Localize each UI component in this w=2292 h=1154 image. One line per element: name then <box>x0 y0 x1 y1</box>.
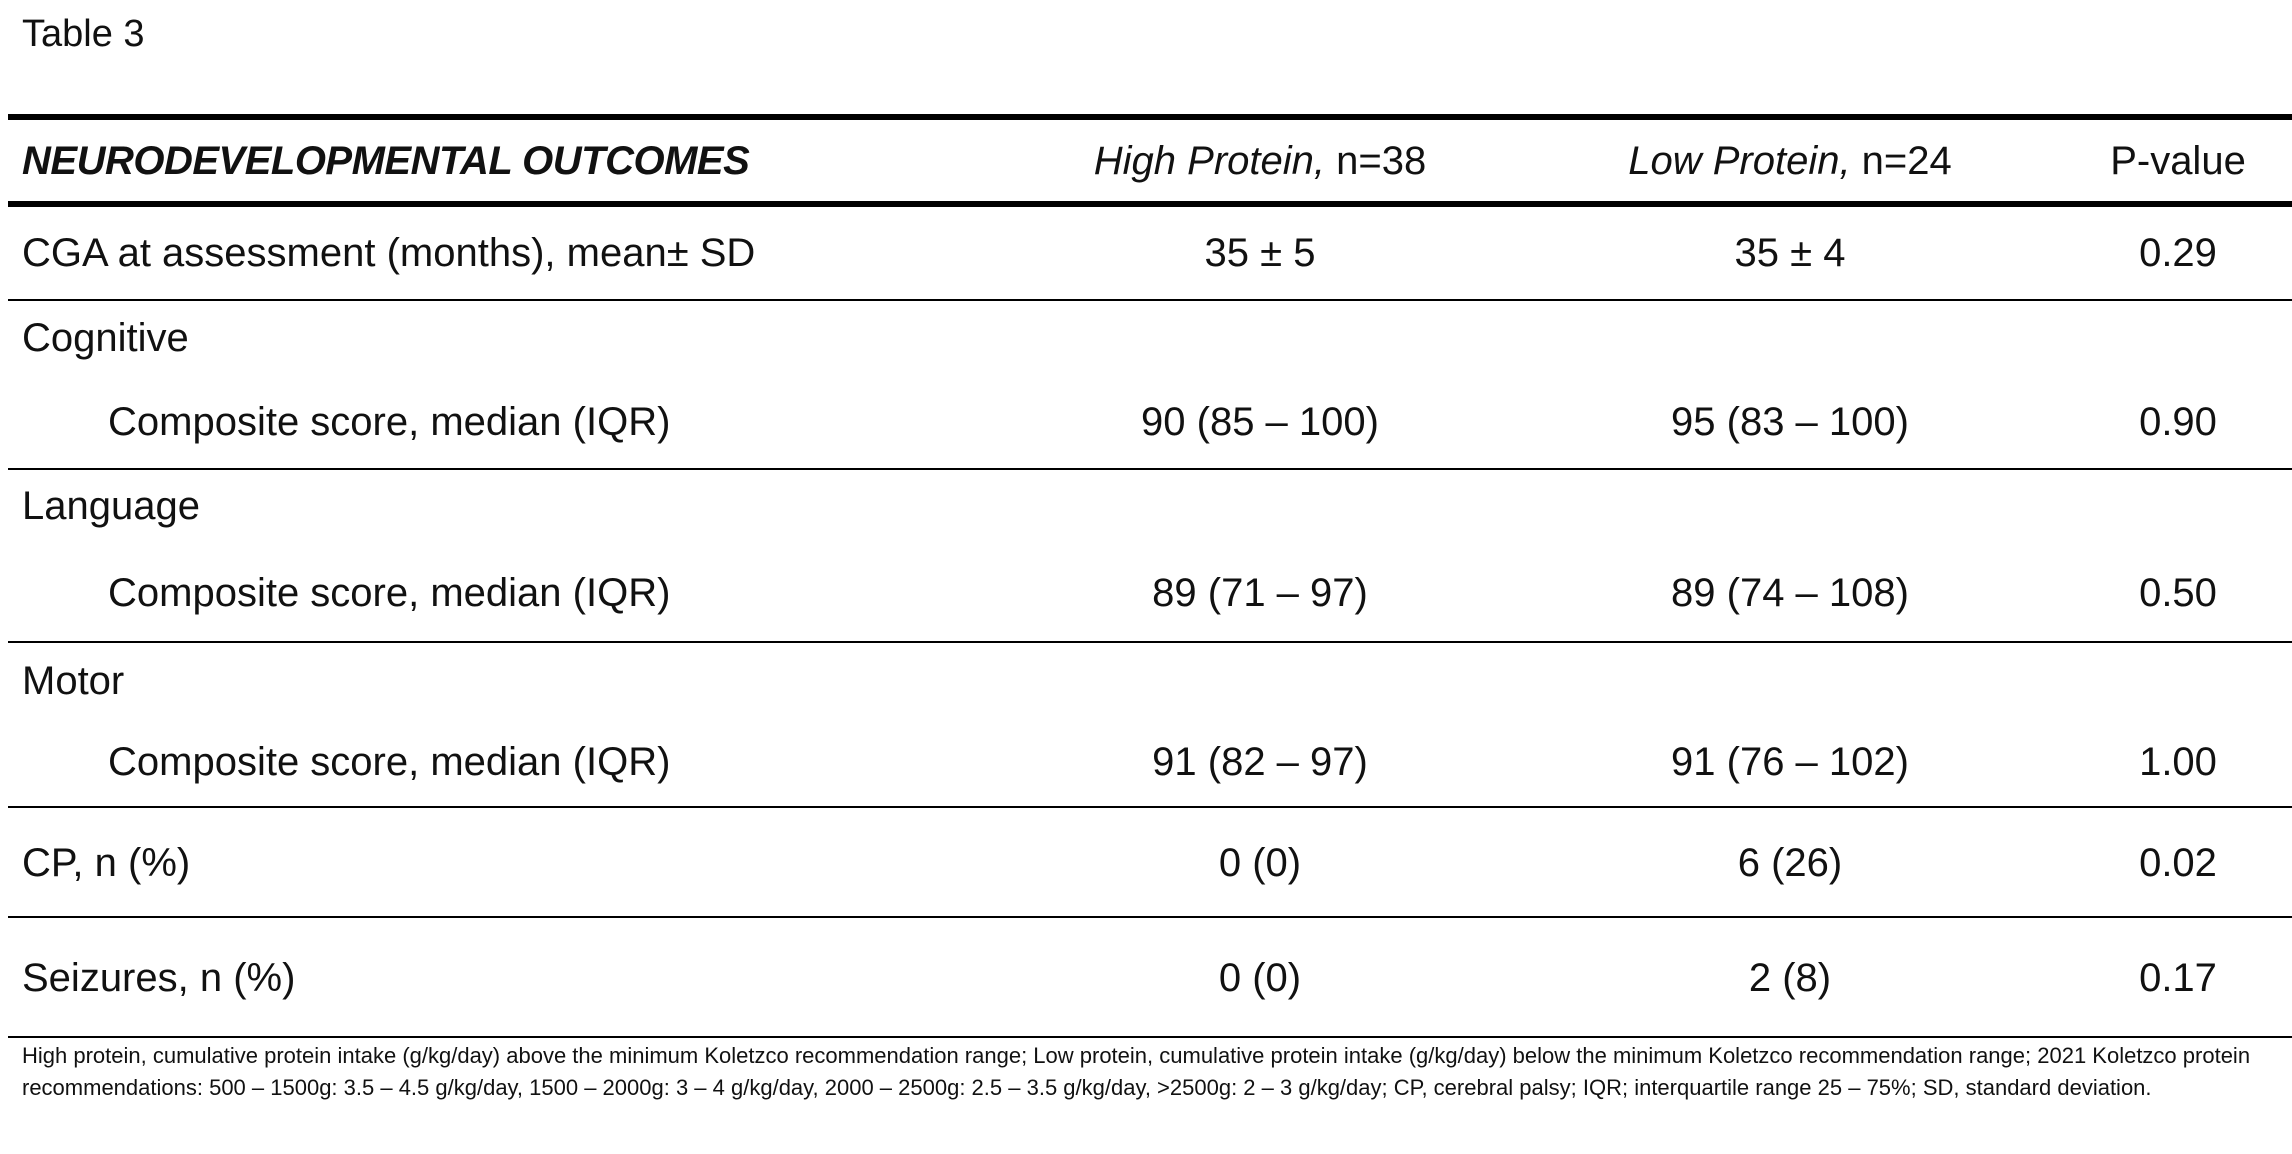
high-protein-n: n=38 <box>1325 139 1427 183</box>
cell-cognitive-pvalue: 0.90 <box>2139 400 2217 444</box>
cell-cga-pvalue: 0.29 <box>2139 231 2217 275</box>
cell-motor-pvalue: 1.00 <box>2139 740 2217 784</box>
cell-cognitive-low: 95 (83 – 100) <box>1671 400 1909 444</box>
row-divider <box>8 641 2292 643</box>
cell-cognitive-high: 90 (85 – 100) <box>1141 400 1379 444</box>
section-label-language: Language <box>22 484 200 528</box>
section-label-motor: Motor <box>22 659 125 703</box>
row-label-motor-composite: Composite score, median (IQR) <box>108 740 671 784</box>
cell-cga-high: 35 ± 5 <box>1204 231 1316 275</box>
row-label-cognitive-composite: Composite score, median (IQR) <box>108 400 671 444</box>
table-bottom-rule <box>8 1036 2292 1038</box>
cell-cp-pvalue: 0.02 <box>2139 841 2217 885</box>
cell-cp-low: 6 (26) <box>1737 841 1843 885</box>
table-footnote: High protein, cumulative protein intake (g/kg/day) above the minimum Koletzco recommendation range; Low protein, cumulative protein intake (g/kg/day) below the minimum Koletzco recommendation range; 2021 Koletzco protein recommendations: 500 – 1500g: 3.5 – 4.5 g/kg/day, 1500 – 2000g: 3 – 4 g/kg/day, 2000 – 2500g: 2.5 – 3.5 g/kg/day, >2500g: 2 – 3 g/kg/day; CP, cerebral palsy; IQR; interquartile range 25 – 75%; SD, standard deviation. <box>22 1043 2251 1100</box>
table-top-rule <box>8 114 2292 120</box>
section-label-cognitive: Cognitive <box>22 316 189 360</box>
column-header-outcomes: NEURODEVELOPMENTAL OUTCOMES <box>22 139 750 183</box>
cell-language-high: 89 (71 – 97) <box>1152 571 1368 615</box>
row-divider <box>8 299 2292 301</box>
row-divider <box>8 806 2292 808</box>
low-protein-group-label: Low Protein, <box>1628 139 1851 183</box>
high-protein-group-label: High Protein, <box>1093 139 1326 183</box>
cell-motor-low: 91 (76 – 102) <box>1671 740 1909 784</box>
row-label-cp: CP, n (%) <box>22 841 191 885</box>
column-header-high-protein <box>1094 136 1426 186</box>
cell-seizures-low: 2 (8) <box>1748 956 1832 1000</box>
row-divider <box>8 916 2292 918</box>
cell-seizures-high: 0 (0) <box>1218 956 1302 1000</box>
row-label-language-composite: Composite score, median (IQR) <box>108 571 671 615</box>
row-divider <box>8 468 2292 470</box>
cell-cga-low: 35 ± 4 <box>1734 231 1846 275</box>
low-protein-n: n=24 <box>1850 139 1952 183</box>
table-caption: Table 3 <box>22 13 145 55</box>
header-bottom-rule <box>8 201 2292 207</box>
cell-cp-high: 0 (0) <box>1218 841 1302 885</box>
column-header-pvalue: P-value <box>2110 139 2246 183</box>
cell-language-pvalue: 0.50 <box>2139 571 2217 615</box>
row-label-cga: CGA at assessment (months), mean± SD <box>22 231 756 275</box>
cell-seizures-pvalue: 0.17 <box>2139 956 2217 1000</box>
cell-language-low: 89 (74 – 108) <box>1671 571 1909 615</box>
row-label-seizures: Seizures, n (%) <box>22 956 296 1000</box>
column-header-low-protein <box>1628 136 1952 186</box>
cell-motor-high: 91 (82 – 97) <box>1152 740 1368 784</box>
